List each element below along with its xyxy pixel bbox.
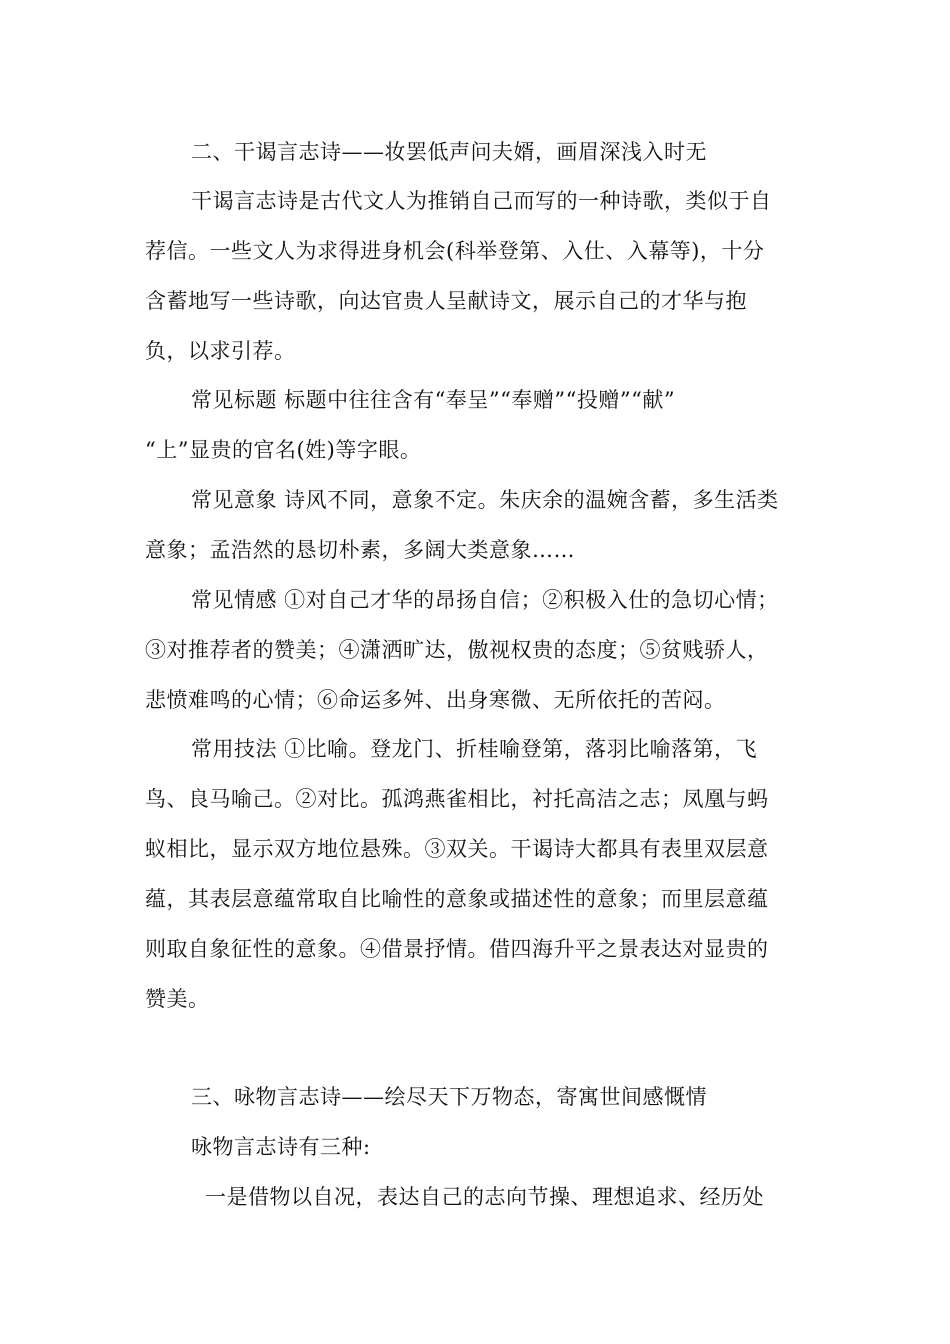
intro-line-1: 干谒言志诗是古代文人为推销自己而写的一种诗歌，类似于自	[191, 189, 772, 213]
techniques-line-5: 则取自象征性的意象。④借景抒情。借四海升平之景表达对显贵的	[145, 937, 769, 961]
imagery-line-1: 常见意象 诗风不同，意象不定。朱庆余的温婉含蓄，多生活类	[191, 488, 779, 512]
techniques-line-6: 赞美。	[145, 987, 210, 1011]
intro-line-3: 含蓄地写一些诗歌，向达官贵人呈献诗文，展示自己的才华与抱	[145, 289, 747, 313]
section-heading-2: 二、干谒言志诗——妆罢低声问夫婿，画眉深浅入时无	[191, 140, 707, 164]
imagery-line-2: 意象；孟浩然的恳切朴素，多阔大类意象……	[145, 538, 575, 562]
section3-intro: 咏物言志诗有三种:	[191, 1135, 371, 1159]
intro-line-2: 荐信。一些文人为求得进身机会(科举登第、入仕、入幕等)，十分	[145, 239, 765, 263]
emotions-line-3: 悲愤难鸣的心情；⑥命运多舛、出身寒微、无所依托的苦闷。	[145, 688, 726, 712]
section3-first-line: 一是借物以自况，表达自己的志向节操、理想追求、经历处	[205, 1185, 764, 1209]
intro-line-4: 负，以求引荐。	[145, 339, 296, 363]
techniques-line-2: 鸟、良马喻己。②对比。孤鸿燕雀相比，衬托高洁之志；凤凰与蚂	[145, 787, 769, 811]
techniques-line-4: 蕴，其表层意蕴常取自比喻性的意象或描述性的意象；而里层意蕴	[145, 887, 769, 911]
section-heading-3: 三、咏物言志诗——绘尽天下万物态，寄寓世间感慨情	[191, 1085, 707, 1109]
titles-line-2: “上”显贵的官名(姓)等字眼。	[145, 438, 422, 462]
techniques-line-1: 常用技法 ①比喻。登龙门、折桂喻登第，落羽比喻落第，飞	[191, 737, 758, 761]
emotions-line-2: ③对推荐者的赞美；④潇洒旷达，傲视权贵的态度；⑤贫贱骄人，	[145, 638, 769, 662]
emotions-line-1: 常见情感 ①对自己才华的昂扬自信；②积极入仕的急切心情；	[191, 588, 779, 612]
titles-line-1: 常见标题 标题中往往含有“奉呈”“奉赠”“投赠”“献”	[191, 388, 676, 412]
techniques-line-3: 蚁相比，显示双方地位悬殊。③双关。干谒诗大都具有表里双层意	[145, 837, 769, 861]
